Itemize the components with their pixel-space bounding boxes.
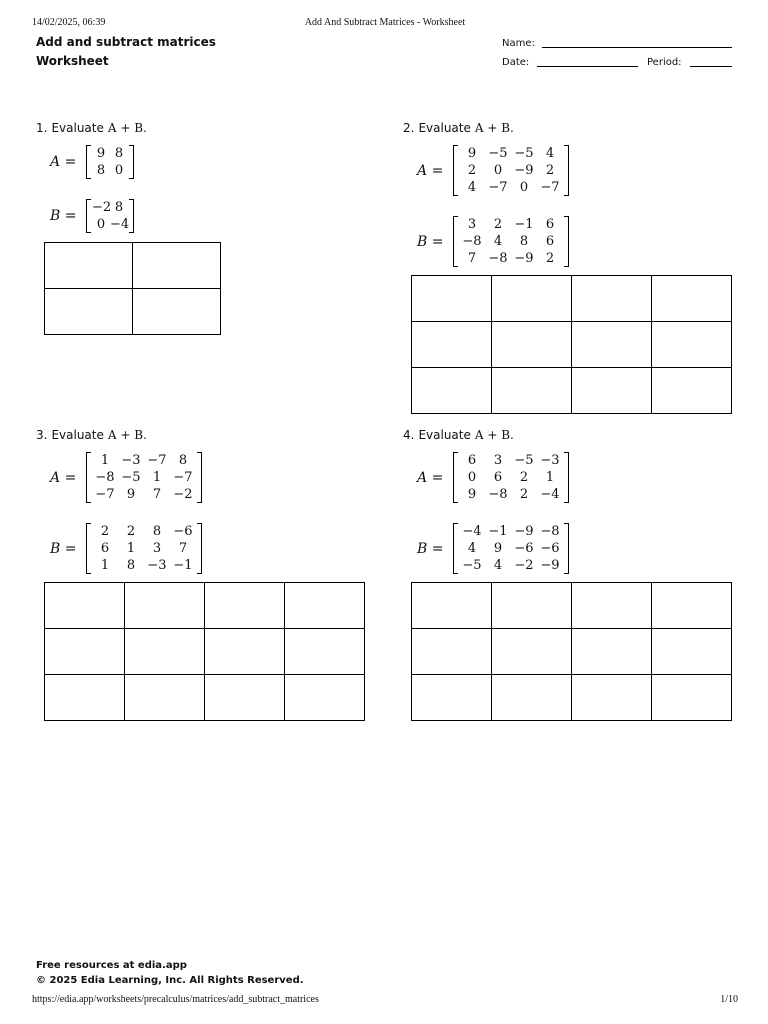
matrix-label [50,541,86,557]
answer-cell[interactable] [571,582,652,629]
matrix-entry: 2 [467,163,477,178]
matrix-entry: −5 [514,146,534,161]
matrix-row [92,452,196,469]
answer-cell[interactable] [44,674,125,721]
matrix-entry: −8 [488,487,508,502]
print-timestamp: 14/02/2025, 06:39 [32,17,106,28]
question-expression: A + B. [474,121,514,135]
answer-row [44,242,220,288]
answer-cell[interactable] [411,674,492,721]
answer-cell[interactable] [44,628,125,675]
matrix-entry: 7 [467,251,477,266]
matrix-entry: −9 [540,558,560,573]
matrix-entry: −6 [514,541,534,556]
footer-copyright: © 2025 Edia Learning, Inc. All Rights Reserved. [36,975,304,986]
matrix-row [459,216,563,233]
answer-row [411,275,731,321]
matrix-b-equation [417,523,569,574]
answer-row [44,628,364,674]
equals-sign: = [64,469,77,486]
matrix-entry: 2 [545,163,555,178]
question-instruction: Evaluate [418,121,471,135]
matrix-entry: −7 [540,180,560,195]
answer-row [44,674,364,720]
matrix-a-equation [50,145,134,179]
print-page-number: 1/10 [720,994,738,1005]
date-label: Date: [502,57,530,68]
matrix-entry: −8 [462,234,482,249]
answer-cell[interactable] [204,628,285,675]
answer-row [44,582,364,628]
matrix-entry: 0 [96,217,106,232]
matrix-entry: −8 [540,524,560,539]
question-prompt [403,428,514,442]
answer-cell[interactable] [124,582,205,629]
equals-sign: = [431,469,444,486]
matrix [86,199,134,233]
matrix-entry: 7 [152,487,162,502]
matrix-entry: 1 [545,470,555,485]
matrix-entry: 7 [178,541,188,556]
matrix-variable: A [417,162,428,179]
matrix-row [92,199,128,216]
question-prompt [36,428,147,442]
matrix-entry: −3 [540,453,560,468]
matrix-variable: B [50,208,61,224]
matrix-entry: 2 [545,251,555,266]
matrix-entry: 4 [545,146,555,161]
equals-sign: = [431,540,444,557]
answer-cell[interactable] [44,288,133,335]
answer-cell[interactable] [284,674,365,721]
matrix-entry: 2 [493,217,503,232]
matrix-entry: 6 [100,541,110,556]
matrix-entry: −8 [95,470,115,485]
matrix-row [92,162,128,179]
matrix-entry: −7 [173,470,193,485]
matrix-entry: 1 [152,470,162,485]
answer-cell[interactable] [651,674,732,721]
answer-cell[interactable] [411,321,492,368]
answer-cell[interactable] [44,242,133,289]
matrix-row [459,557,563,574]
answer-cell[interactable] [44,582,125,629]
matrix-b-equation [50,199,134,233]
matrix-variable: B [417,540,428,557]
answer-cell[interactable] [651,628,732,675]
matrix [453,216,569,267]
matrix-entry: 9 [96,146,106,161]
matrix-label [417,234,453,250]
matrix-entry: 1 [100,558,110,573]
worksheet-title: Add and subtract matrices [36,35,216,49]
matrix-entry: 0 [493,163,503,178]
print-url: https://edia.app/worksheets/precalculus/matrices/add_subtract_matrices [32,994,319,1005]
matrix-row [92,145,128,162]
footer-resources: Free resources at edia.app [36,960,187,971]
matrix-entry: −3 [121,453,141,468]
matrix-row [459,469,563,486]
answer-cell[interactable] [491,674,572,721]
matrix-row [459,523,563,540]
matrix-entry: 9 [467,146,477,161]
answer-cell[interactable] [571,275,652,322]
period-field[interactable] [690,66,732,67]
matrix-entry: −5 [462,558,482,573]
matrix-entry: 8 [126,558,136,573]
matrix-entry: 6 [545,234,555,249]
matrix-row [459,179,563,196]
matrix [86,452,202,503]
matrix-b-equation [50,523,202,574]
answer-grid [44,242,220,334]
matrix-entry: 4 [467,541,477,556]
answer-cell[interactable] [571,674,652,721]
matrix-entry: −2 [92,200,112,215]
answer-cell[interactable] [411,275,492,322]
name-label: Name: [502,38,535,49]
question-prompt [36,121,147,135]
question-number: 1. [36,121,48,135]
matrix-row [459,233,563,250]
matrix-entry: 3 [467,217,477,232]
date-field[interactable] [537,66,638,67]
matrix-row [459,145,563,162]
answer-cell[interactable] [491,275,572,322]
question-expression: A + B. [107,121,147,135]
matrix-entry: −1 [173,558,193,573]
matrix-entry: −3 [147,558,167,573]
question-number: 3. [36,428,48,442]
print-document-title: Add And Subtract Matrices - Worksheet [304,17,466,28]
matrix-label [417,163,453,179]
matrix-entry: 1 [100,453,110,468]
matrix-variable: B [417,233,428,250]
answer-cell[interactable] [651,367,732,414]
answer-cell[interactable] [571,321,652,368]
matrix-entry: −9 [514,251,534,266]
matrix-entry: 8 [519,234,529,249]
answer-cell[interactable] [651,582,732,629]
worksheet-subtitle: Worksheet [36,54,109,68]
answer-cell[interactable] [491,367,572,414]
answer-cell[interactable] [204,582,285,629]
matrix [86,523,202,574]
answer-cell[interactable] [411,628,492,675]
print-header [32,17,738,31]
matrix-entry: −7 [147,453,167,468]
matrix-label [50,154,86,170]
answer-row [411,367,731,413]
equals-sign: = [64,208,77,224]
matrix-entry: 9 [493,541,503,556]
matrix-entry: 2 [126,524,136,539]
matrix-entry: 6 [545,217,555,232]
matrix-entry: −4 [540,487,560,502]
matrix-row [92,557,196,574]
answer-cell[interactable] [204,674,285,721]
question-prompt [403,121,514,135]
matrix-entry: −7 [95,487,115,502]
answer-cell[interactable] [124,628,205,675]
matrix-entry: 8 [114,200,124,215]
matrix-entry: 4 [493,234,503,249]
matrix-variable: A [50,469,61,486]
answer-row [411,582,731,628]
answer-cell[interactable] [571,628,652,675]
question-expression: A + B. [474,428,514,442]
answer-cell[interactable] [132,288,221,335]
answer-cell[interactable] [651,275,732,322]
matrix-label [50,470,86,486]
answer-cell[interactable] [491,582,572,629]
matrix [86,145,134,179]
equals-sign: = [431,233,444,250]
answer-cell[interactable] [491,628,572,675]
period-label: Period: [647,57,682,68]
matrix-entry: 3 [493,453,503,468]
answer-row [411,674,731,720]
matrix [453,523,569,574]
answer-grid [44,582,364,720]
matrix-entry: 8 [96,163,106,178]
answer-cell[interactable] [284,628,365,675]
answer-cell[interactable] [651,321,732,368]
matrix-entry: −1 [488,524,508,539]
matrix-label [50,208,86,224]
matrix-variable: A [417,469,428,486]
answer-cell[interactable] [132,242,221,289]
answer-cell[interactable] [124,674,205,721]
matrix-entry: 3 [152,541,162,556]
matrix-variable: A [50,154,61,170]
matrix-label [417,470,453,486]
matrix-row [459,162,563,179]
matrix-row [92,523,196,540]
matrix-entry: −4 [110,217,130,232]
matrix-entry: −6 [540,541,560,556]
matrix-entry: 8 [178,453,188,468]
question-instruction: Evaluate [418,428,471,442]
matrix-row [92,469,196,486]
matrix-row [92,486,196,503]
matrix-entry: 4 [467,180,477,195]
question-number: 2. [403,121,415,135]
matrix-entry: 0 [519,180,529,195]
matrix-entry: 4 [493,558,503,573]
answer-cell[interactable] [491,321,572,368]
matrix-label [417,541,453,557]
answer-cell[interactable] [284,582,365,629]
question-expression: A + B. [107,428,147,442]
matrix-entry: −5 [121,470,141,485]
print-footer [32,994,738,1008]
matrix-entry: −5 [514,453,534,468]
matrix-entry: 2 [519,487,529,502]
question-instruction: Evaluate [51,428,104,442]
matrix [453,145,569,196]
matrix-row [459,452,563,469]
matrix-entry: −7 [488,180,508,195]
name-field[interactable] [542,47,732,48]
matrix-variable: B [50,540,61,557]
question-instruction: Evaluate [51,121,104,135]
matrix-entry: 2 [519,470,529,485]
matrix-entry: 9 [126,487,136,502]
matrix-entry: −9 [514,163,534,178]
matrix-entry: −8 [488,251,508,266]
matrix-entry: −2 [173,487,193,502]
matrix-a-equation [417,145,569,196]
matrix-entry: 8 [114,146,124,161]
matrix-row [92,216,128,233]
matrix-entry: 0 [467,470,477,485]
matrix-entry: −6 [173,524,193,539]
matrix-entry: 6 [493,470,503,485]
equals-sign: = [431,162,444,179]
answer-cell[interactable] [411,582,492,629]
matrix-entry: 6 [467,453,477,468]
answer-grid [411,582,731,720]
matrix-entry: 1 [126,541,136,556]
matrix-row [459,540,563,557]
answer-grid [411,275,731,413]
answer-cell[interactable] [571,367,652,414]
matrix-entry: −1 [514,217,534,232]
matrix-a-equation [50,452,202,503]
matrix-entry: −9 [514,524,534,539]
answer-row [411,628,731,674]
matrix-entry: 2 [100,524,110,539]
matrix-entry: −2 [514,558,534,573]
matrix-b-equation [417,216,569,267]
matrix-entry: −5 [488,146,508,161]
answer-row [44,288,220,334]
matrix-entry: −4 [462,524,482,539]
matrix-row [459,250,563,267]
equals-sign: = [64,154,77,170]
matrix [453,452,569,503]
question-number: 4. [403,428,415,442]
answer-row [411,321,731,367]
equals-sign: = [64,540,77,557]
matrix-entry: 9 [467,487,477,502]
matrix-entry: 8 [152,524,162,539]
matrix-a-equation [417,452,569,503]
matrix-row [459,486,563,503]
answer-cell[interactable] [411,367,492,414]
matrix-row [92,540,196,557]
matrix-entry: 0 [114,163,124,178]
